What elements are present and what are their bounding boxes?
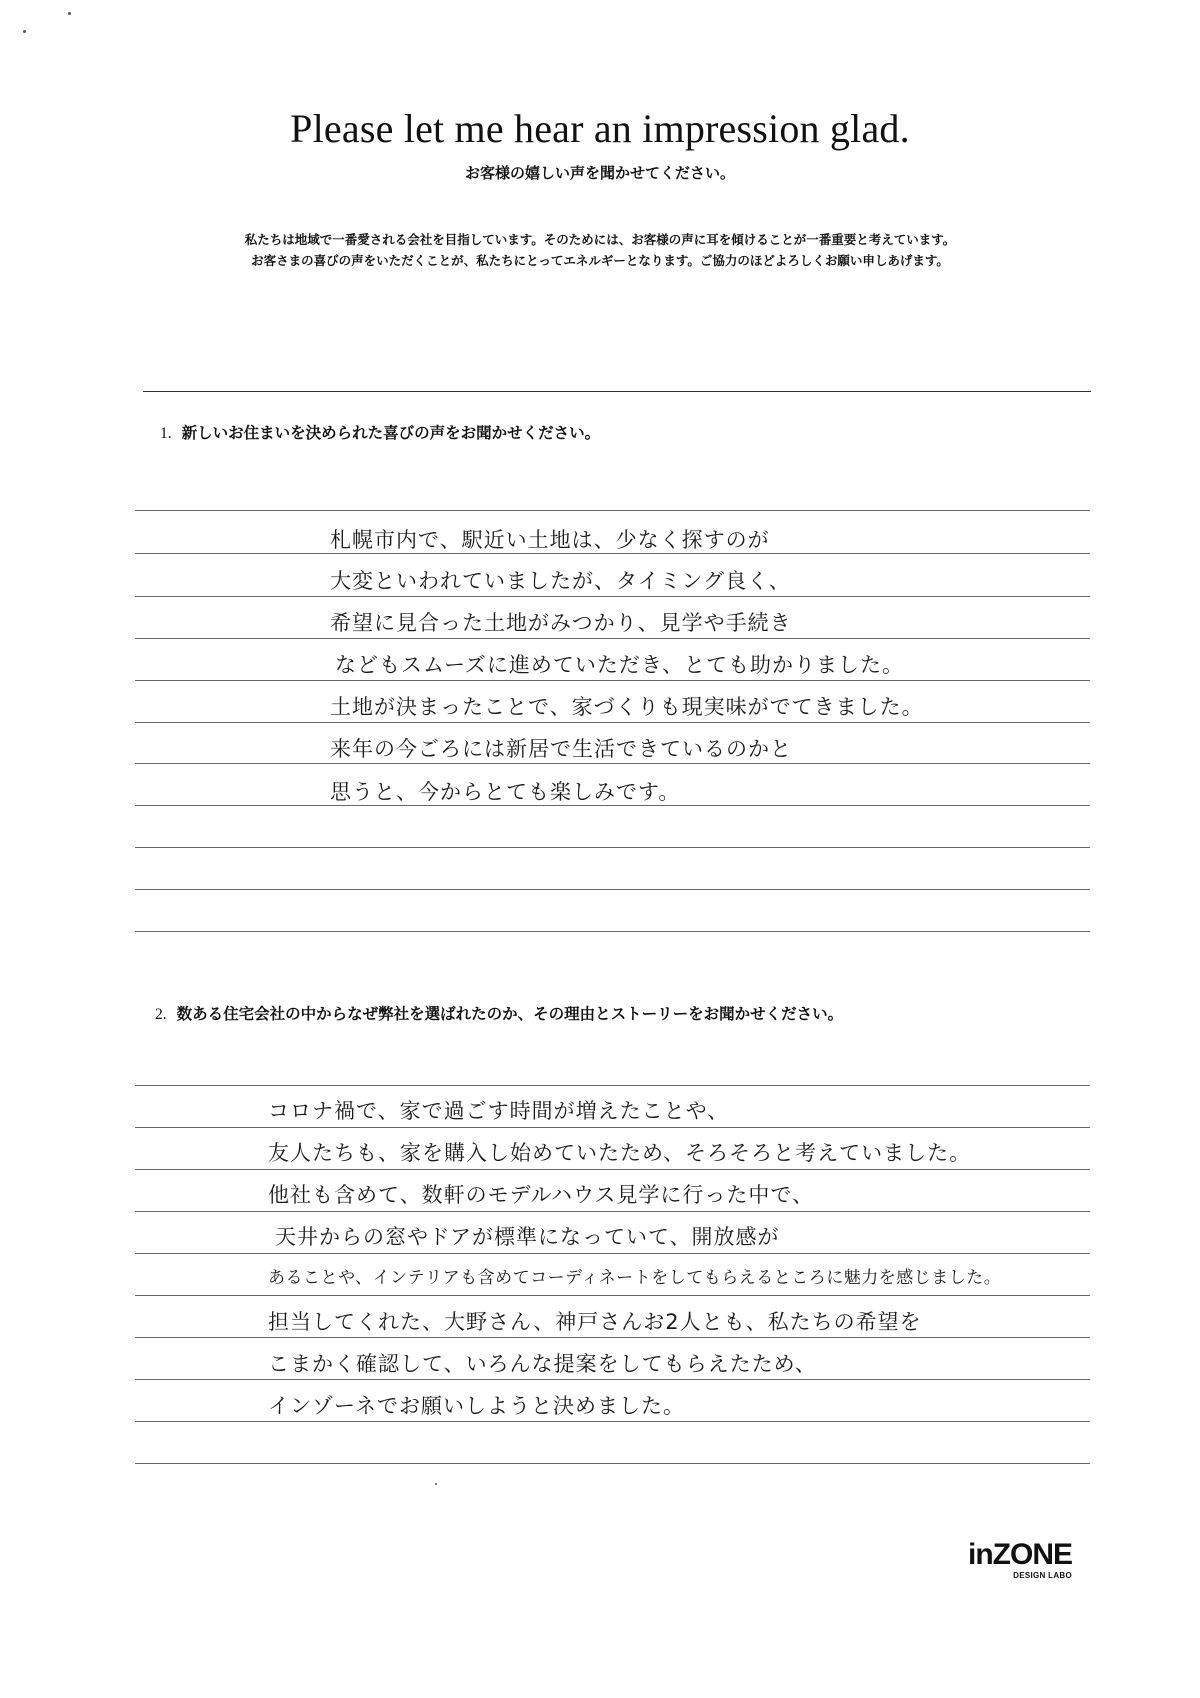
page-title: Please let me hear an impression glad. <box>290 106 910 151</box>
answer-1-line: などもスムーズに進めていただき、とても助かりました。 <box>335 653 905 677</box>
question-1-number: 1. <box>160 425 172 442</box>
answer-rule <box>135 931 1090 932</box>
answer-rule <box>135 1337 1090 1338</box>
answer-rule <box>135 1253 1090 1254</box>
header-divider <box>143 391 1091 392</box>
answer-rule <box>135 1421 1090 1422</box>
answer-rule <box>135 1169 1090 1170</box>
answer-rule <box>135 680 1090 681</box>
answer-1-line: 土地が決まったことで、家づくりも現実味がでてきました。 <box>330 695 924 719</box>
answer-2-line: コロナ禍で、家で過ごす時間が増えたことや、 <box>268 1099 730 1123</box>
answer-2-line: あることや、インテリアも含めてコーディネートをしてもらえるところに魅力を感じました。 <box>268 1268 1002 1288</box>
answer-1-line: 大変といわれていましたが、タイミング良く、 <box>330 569 791 593</box>
answer-rule <box>135 1085 1090 1086</box>
answer-2-line: 友人たちも、家を購入し始めていたため、そろそろと考えていました。 <box>268 1141 972 1165</box>
answer-2-line: インゾーネでお願いしようと決めました。 <box>268 1394 685 1418</box>
answer-rule <box>135 889 1090 890</box>
logo-tagline: DESIGN LABO <box>1013 1571 1072 1580</box>
intro-line-1: 私たちは地域で一番愛される会社を目指しています。そのためには、お客様の声に耳を傾けることが一番重要と考えています。 <box>244 232 956 247</box>
answer-1-line: 思うと、今からとても楽しみです。 <box>330 780 681 804</box>
answer-rule <box>135 596 1090 597</box>
scan-speck <box>435 1483 437 1485</box>
answer-1-line: 来年の今ごろには新居で生活できているのかと <box>330 737 792 761</box>
question-1-text: 新しいお住まいを決められた喜びの声をお聞かせください。 <box>181 424 601 442</box>
answer-rule <box>135 763 1090 764</box>
question-2-number: 2. <box>155 1006 167 1023</box>
scan-speck <box>23 30 26 33</box>
answer-2-line: 他社も含めて、数軒のモデルハウス見学に行った中で、 <box>268 1183 815 1207</box>
question-2 <box>155 1002 843 1024</box>
scan-speck <box>68 12 71 15</box>
answer-2-line: 担当してくれた、大野さん、神戸さんお2人とも、私たちの希望を <box>268 1310 922 1334</box>
answer-1-line: 希望に見合った土地がみつかり、見学や手続き <box>330 611 792 635</box>
answer-rule <box>135 1127 1090 1128</box>
answer-rule <box>135 722 1090 723</box>
answer-rule <box>135 1463 1090 1464</box>
company-logo <box>968 1540 1072 1580</box>
logo-wordmark: inZONE <box>968 1538 1072 1571</box>
answer-rule <box>135 1295 1090 1296</box>
page-subtitle: お客様の嬉しい声を聞かせてください。 <box>464 164 735 182</box>
question-1 <box>160 421 600 443</box>
answer-rule <box>135 847 1090 848</box>
answer-2-line: 天井からの窓やドアが標準になっていて、開放感が <box>275 1225 780 1249</box>
answer-1-line: 札幌市内で、駅近い土地は、少なく探すのが <box>330 528 770 552</box>
answer-rule <box>135 510 1090 511</box>
answer-rule <box>135 1211 1090 1212</box>
question-2-text: 数ある住宅会社の中からなぜ弊社を選ばれたのか、その理由とストーリーをお聞かせください。 <box>176 1005 844 1023</box>
answer-rule <box>135 638 1090 639</box>
intro-line-2: お客さまの喜びの声をいただくことが、私たちにとってエネルギーとなります。ご協力のほどよろしくお願い申しあげます。 <box>251 253 949 268</box>
answer-2-line: こまかく確認して、いろんな提案をしてもらえたため、 <box>268 1352 817 1376</box>
answer-rule <box>135 1379 1090 1380</box>
